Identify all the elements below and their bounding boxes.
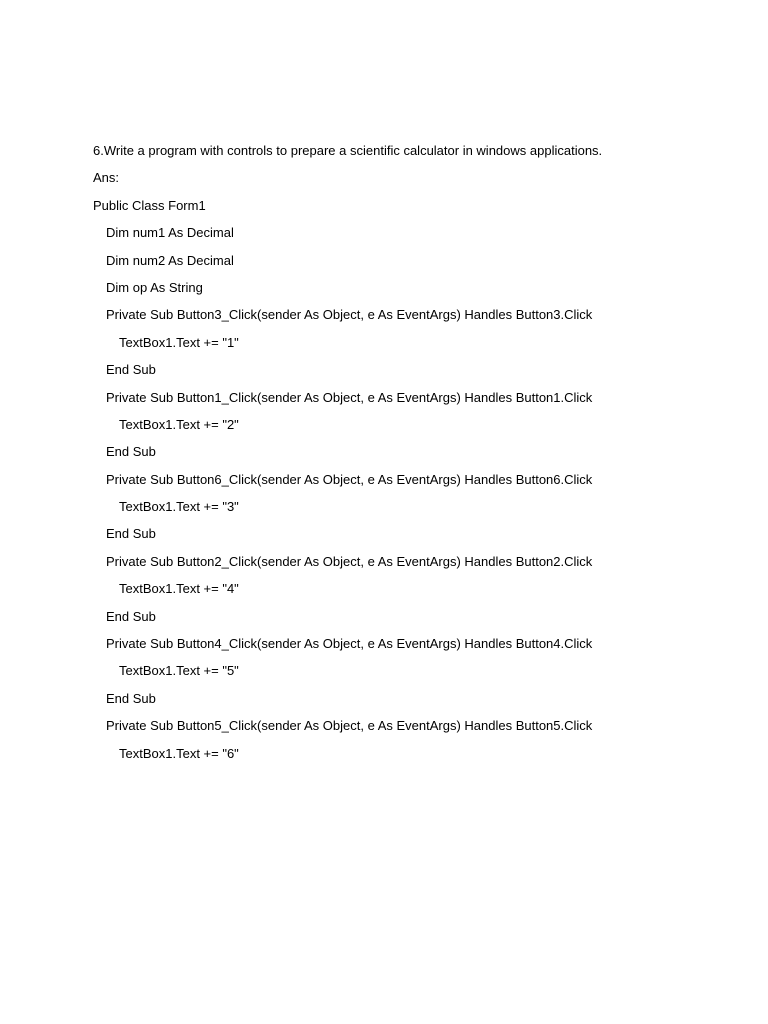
sub-header: Private Sub Button3_Click(sender As Object, e As EventArgs) Handles Button3.Click [106,307,593,323]
sub-body: TextBox1.Text += "5" [119,663,239,679]
sub-header: Private Sub Button5_Click(sender As Object, e As EventArgs) Handles Button5.Click [106,718,593,734]
sub-end: End Sub [106,362,156,378]
class-declaration: Public Class Form1 [93,197,206,213]
sub-header: Private Sub Button2_Click(sender As Object, e As EventArgs) Handles Button2.Click [106,553,593,569]
sub-body: TextBox1.Text += "1" [119,334,239,350]
sub-end: End Sub [106,526,156,542]
sub-end: End Sub [106,444,156,460]
sub-body: TextBox1.Text += "4" [119,581,239,597]
answer-label: Ans: [93,170,120,186]
declaration-op: Dim op As String [106,279,203,295]
sub-body: TextBox1.Text += "3" [119,499,239,515]
sub-header: Private Sub Button6_Click(sender As Object, e As EventArgs) Handles Button6.Click [106,471,593,487]
sub-body: TextBox1.Text += "2" [119,416,239,432]
sub-header: Private Sub Button1_Click(sender As Object, e As EventArgs) Handles Button1.Click [106,389,593,405]
sub-end: End Sub [106,690,156,706]
document-content [93,141,753,771]
declaration-num1: Dim num1 As Decimal [106,225,234,241]
sub-header: Private Sub Button4_Click(sender As Object, e As EventArgs) Handles Button4.Click [106,636,593,652]
question-text: 6.Write a program with controls to prepare a scientific calculator in windows applications. [93,143,603,158]
sub-end: End Sub [106,608,156,624]
sub-body: TextBox1.Text += "6" [119,745,239,761]
declaration-num2: Dim num2 As Decimal [106,252,234,268]
